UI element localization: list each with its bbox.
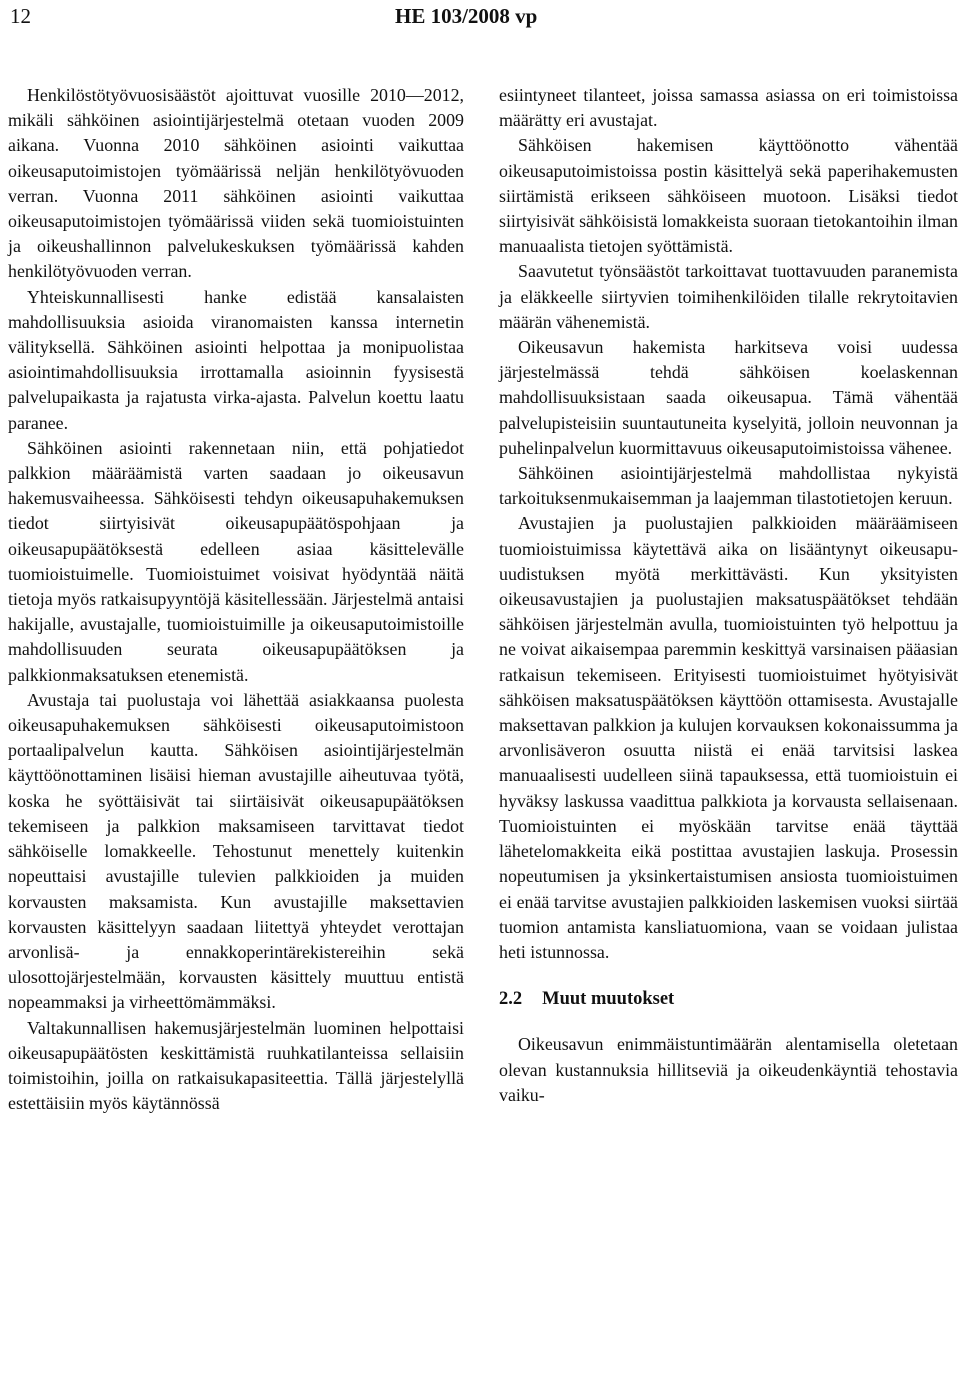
paragraph: Avustajien ja puolustajien palkkioiden määräämiseen tuomioistuimissa käytettävä aika on lisääntynyt oikeusapu-uudistuksen myötä merkittävästi. Kun yksityisten oikeusavustajien ja puolustajien maksatuspäätökset tehdään sähköisen järjestelmän avulla, tuomioistuinten työ helpottuu ja ne voivat aikaisempaa paremmin keskittyä varsinaisen pääasian ratkaisun tekemiseen. Erityisesti tuomioistuimet hyötyisivät sähköisen maksatuspäätöksen käyttöön ottamisesta. Avustajalle maksettavan palkkion ja kulujen korvauksen kokonaissumma ja arvonlisäveron osuutta niistä ei enää tarvitsisi laskea manuaalisesti uudelleen siinä tapauksessa, että tuomioistuin ei hyväksy laskussa vaadittua palkkiota ja korvausta sellaisenaan. Tuomioistuinten ei myöskään tarvitse enää täyttää lähetelomakkeita eikä postittaa avustajien laskuja. Prosessin nopeutumisen ja yksinkertaistumisen ansiosta tuomioistuimen ei enää tarvitse avustajien palkkioiden laskemisen vuoksi siirtää tuomion antamista kansliatuomiona, vaan se voidaan julistaa heti istunnossa. bbox=[499, 513, 958, 962]
section-title: Muut muutokset bbox=[542, 989, 675, 1010]
document-id: HE 103/2008 vp bbox=[395, 4, 538, 28]
paragraph: esiintyneet tilanteet, joissa samassa asiassa on eri toimistoissa määrätty eri avustajat. bbox=[499, 85, 958, 131]
paragraph: Valtakunnallisen hakemusjärjestelmän luominen helpottaisi oikeusapupäätösten keskittämistä ruuhkatilanteissa sellaisiin toimistoihin, joilla on ratkaisukapasiteettia. Tällä järjestelyllä estettäisiin myös käytännössä bbox=[8, 1017, 464, 1114]
paragraph: Yhteiskunnallisesti hanke edistää kansalaisten mahdollisuuksia asioida viranomaisten kanssa internetin välityksellä. Sähköinen asiointi helpottaa ja monipuolistaa asiointimahdollisuuksia irrottamalla asioinnin fyysisestä palvelupaikasta ja rajatusta virka-ajasta. Palvelun koettu laatu paranee. bbox=[8, 286, 464, 433]
right-column bbox=[499, 83, 958, 1108]
left-column bbox=[8, 83, 464, 1116]
paragraph: Saavutetut työnsäästöt tarkoittavat tuottavuuden paranemista ja eläkkeelle siirtyvien toimihenkilöiden tilalle rekrytoitavien määrän vähenemistä. bbox=[499, 261, 958, 332]
section-heading bbox=[499, 987, 958, 1012]
paragraph: Sähköinen asiointijärjestelmä mahdollistaa nykyistä tarkoituksenmukaisemman ja laajemman tilastotietojen keruun. bbox=[499, 463, 958, 509]
paragraph: Henkilöstötyövuosisäästöt ajoittuvat vuosille 2010—2012, mikäli sähköinen asiointijärjestelmä otetaan vuoden 2009 aikana. Vuonna 2010 sähköinen asiointi vaikuttaa oikeusaputoimistojen työmäärissä neljän henkilötyövuoden verran. Vuonna 2011 sähköinen asiointi vaikuttaa oikeusaputoimistojen työmäärissä viiden sekä tuomioistuinten ja oikeushallinnon palvelukeskuksen työmäärissä kahden henkilötyövuoden verran. bbox=[8, 85, 464, 282]
paragraph: Avustaja tai puolustaja voi lähettää asiakkaansa puolesta oikeusapuhakemuksen sähköisesti oikeusaputoimistoon portaalipalvelun kautta. Sähköisen asiointijärjestelmän käyttöönottaminen lisäisi hieman avustajille aiheutuvaa työtä, koska he syöttäisivät tai siirtäisivät oikeusapupäätöksen tekemiseen ja palkkion maksamiseen tarvittavat tiedot sähköiselle lomakkeelle. Tehostunut menettely kuitenkin nopeuttaisi avustajille tulevien palkkioiden ja muiden korvausten maksamista. Kun avustajille maksettavien korvausten käsittelyyn saadaan liitettyä yhteydet verottajan arvonlisä- ja ennakkoperintärekistereihin sekä ulosottojärjestelmään, korvausten käsittely muuttuu entistä nopeammaksi ja virheettömämmäksi. bbox=[8, 689, 464, 1013]
page-number: 12 bbox=[10, 4, 31, 28]
paragraph: Oikeusavun enimmäistuntimäärän alentamisella oletetaan olevan kustannuksia hillitseviä ja oikeudenkäyntiä tehostavia vaiku- bbox=[499, 1034, 958, 1105]
paragraph: Sähköisen hakemisen käyttöönotto vähentää oikeusaputoimistoissa postin käsittelyä sekä paperihakemusten siirtämistä erikseen sähköiseen muotoon. Lisäksi tiedot siirtyisivät sähköisistä lomakkeista suoraan tietokantoihin ilman manuaalista tietojen syöttämistä. bbox=[499, 135, 958, 257]
paragraph: Oikeusavun hakemista harkitseva voisi uudessa järjestelmässä tehdä sähköisen koelaskennan mahdollisuuksistaan saada oikeusapua. Tämä vähentää palvelupisteisiin suuntautuneita kyselyitä, jolloin neuvonnan ja puhelinpalvelun kuormittavuus oikeusaputoimistoissa vähenee. bbox=[499, 337, 958, 458]
section-number: 2.2 bbox=[499, 989, 523, 1010]
paragraph: Sähköinen asiointi rakennetaan niin, että pohjatiedot palkkion määräämistä varten saadaan jo oikeusavun hakemusvaiheessa. Sähköisesti tehdyn oikeusapuhakemuksen tiedot siirtyisivät oikeusapupäätöspohjaan ja oikeusapupäätöksestä edelleen asiaa käsittelevälle tuomioistuimelle. Tuomioistuimet voisivat hyödyntää näitä tietoja myös ratkaisupyyntöjä käsitellessään. Järjestelmä antaisi hakijalle, avustajalle, tuomioistuimille ja oikeusaputoimistoille mahdollisuuden seurata oikeusapupäätöksen ja palkkionmaksatuksen etenemistä. bbox=[8, 437, 464, 685]
page-header bbox=[0, 0, 960, 40]
